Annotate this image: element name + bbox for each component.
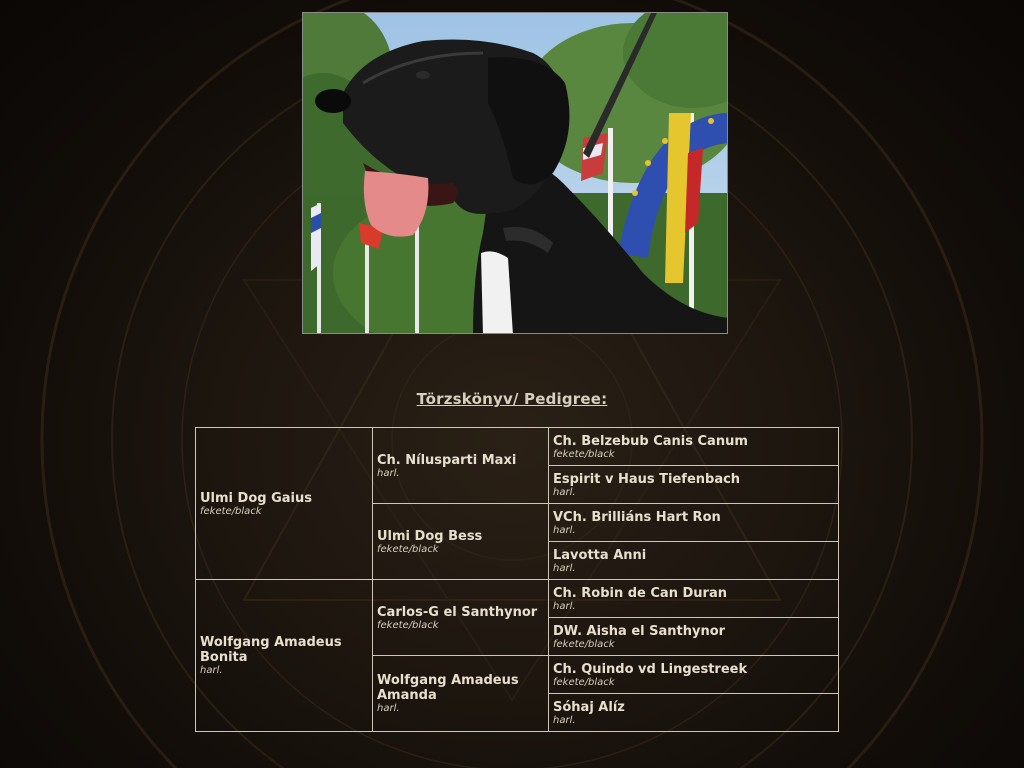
pedigree-cell-great-grandparent (549, 542, 839, 580)
pedigree-cell-grandparent (373, 656, 549, 732)
pedigree-cell-great-grandparent (549, 504, 839, 542)
dog-color: harl. (200, 665, 223, 676)
table-row (196, 428, 839, 466)
pedigree-heading: Törzskönyv/ Pedigree: (416, 390, 608, 408)
dog-color: fekete/black (377, 619, 439, 631)
pedigree-cell-great-grandparent (549, 466, 839, 504)
dog-color: fekete/black (553, 676, 615, 688)
dog-name: Ulmi Dog Bess (377, 528, 483, 544)
dog-name: Ch. Robin de Can Duran (553, 585, 727, 601)
dog-name: Espirit v Haus Tiefenbach (553, 471, 741, 487)
dog-name: Carlos-G el Santhynor (377, 604, 538, 620)
dog-name: Ch. Nílusparti Maxi (377, 452, 517, 468)
dog-color: harl. (553, 524, 576, 536)
dog-photo (302, 12, 728, 334)
pedigree-cell-great-grandparent (549, 656, 839, 694)
dog-name: Wolfgang Amadeus Amanda (377, 673, 519, 703)
dog-name: Wolfgang Amadeus Bonita (200, 635, 342, 665)
dog-color: harl. (377, 467, 400, 479)
dog-name: Sóhaj Alíz (553, 699, 625, 715)
dog-name: VCh. Brilliáns Hart Ron (553, 509, 721, 525)
dog-color: fekete/black (200, 505, 262, 517)
dog-color: fekete/black (553, 638, 615, 650)
dog-color: harl. (553, 562, 576, 574)
pedigree-cell-grandparent (373, 428, 549, 504)
dog-name: Ch. Quindo vd Lingestreek (553, 661, 748, 677)
dog-name: Lavotta Anni (553, 547, 647, 563)
dog-color: fekete/black (553, 448, 615, 460)
pedigree-cell-great-grandparent (549, 428, 839, 466)
pedigree-cell-great-grandparent (549, 618, 839, 656)
dog-name: Ulmi Dog Gaius (200, 490, 312, 506)
pedigree-cell-grandparent (373, 580, 549, 656)
dog-color: harl. (377, 703, 400, 714)
pedigree-cell-great-grandparent (549, 694, 839, 732)
dog-color: harl. (553, 486, 576, 498)
pedigree-cell-grandparent (373, 504, 549, 580)
dog-color: harl. (553, 714, 576, 726)
dog-name: DW. Aisha el Santhynor (553, 623, 726, 639)
dog-color: harl. (553, 600, 576, 612)
pedigree-cell-sire (196, 428, 373, 580)
dog-name: Ch. Belzebub Canis Canum (553, 433, 748, 449)
pedigree-table (195, 427, 839, 732)
pedigree-cell-dam (196, 580, 373, 732)
pedigree-cell-great-grandparent (549, 580, 839, 618)
dog-color: fekete/black (377, 543, 439, 555)
table-row (196, 580, 839, 618)
